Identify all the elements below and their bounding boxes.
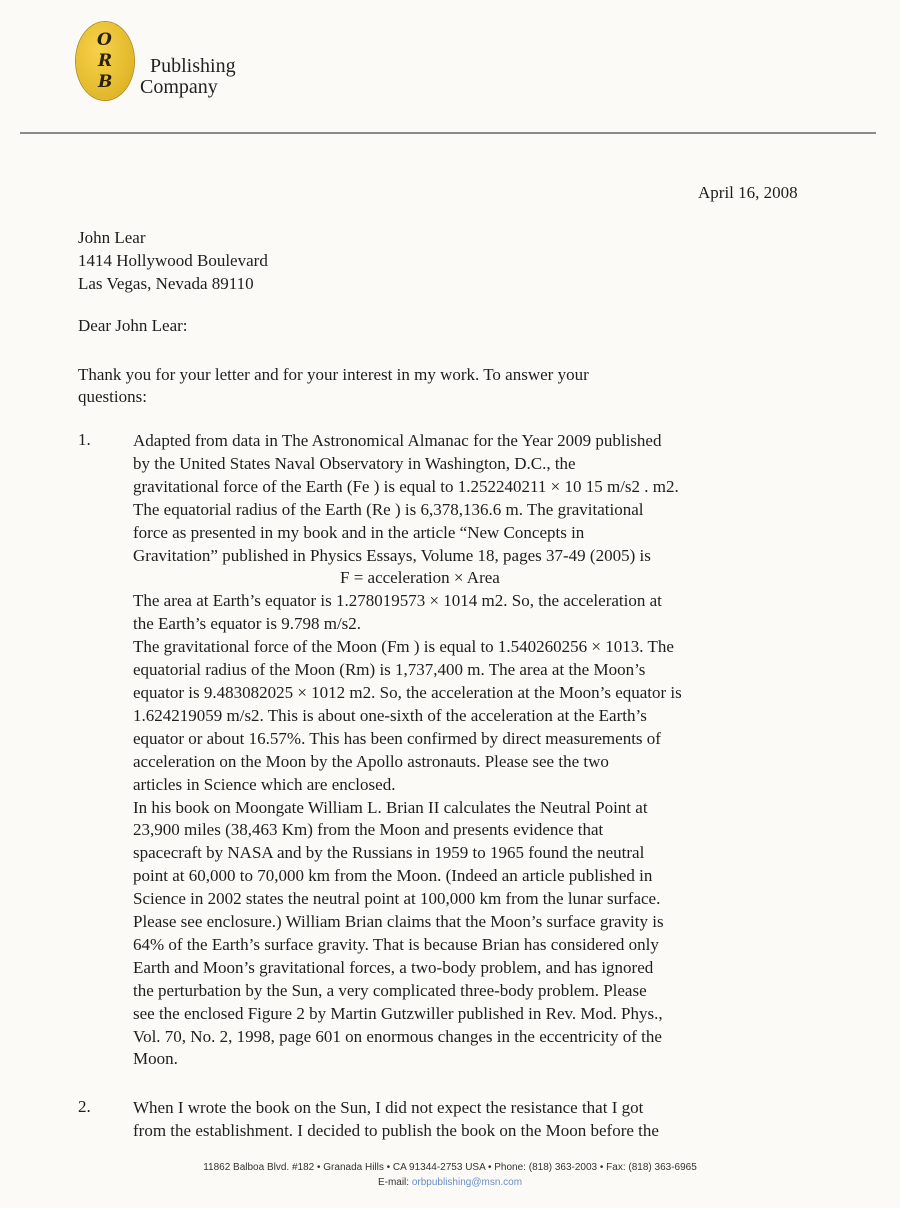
body-line: In his book on Moongate William L. Brian II calculates the Neutral Point at [133, 797, 648, 817]
body-line: point at 60,000 to 70,000 km from the Moon. (Indeed an article published in [133, 866, 653, 886]
body-line: The area at Earth’s equator is 1.278019573 × 1014 m2. So, the acceleration at [133, 591, 662, 611]
recipient-street: 1414 Hollywood Boulevard [78, 251, 268, 270]
body-line: force as presented in my book and in the article “New Concepts in [133, 522, 585, 542]
salutation: Dear John Lear: [78, 316, 188, 335]
body-line: the perturbation by the Sun, a very complicated three-body problem. Please [133, 980, 647, 1000]
body-line: Please see enclosure.) William Brian claims that the Moon’s surface gravity is [133, 912, 664, 932]
body-line: The equatorial radius of the Earth (Re ) is 6,378,136.6 m. The gravitational [133, 499, 644, 519]
body-line: Gravitation” published in Physics Essays, Volume 18, pages 37-49 (2005) is [133, 545, 651, 565]
footer-email-line [0, 1175, 900, 1190]
body-line: equator or about 16.57%. This has been confirmed by direct measurements of [133, 728, 661, 748]
body-line: 64% of the Earth’s surface gravity. That is because Brian has considered only [133, 934, 659, 954]
body-line: 1.624219059 m/s2. This is about one-sixth of the acceleration at the Earth’s [133, 705, 647, 725]
body-line: spacecraft by NASA and by the Russians in 1959 to 1965 found the neutral [133, 843, 645, 863]
body-line: from the establishment. I decided to publish the book on the Moon before the [133, 1120, 659, 1140]
body-line: 23,900 miles (38,463 Km) from the Moon and presents evidence that [133, 820, 604, 840]
intro-line: Thank you for your letter and for your interest in my work. To answer your [78, 365, 589, 384]
body-line: Adapted from data in The Astronomical Almanac for the Year 2009 published [133, 431, 662, 450]
company-line2: Company [140, 76, 218, 98]
company-name [140, 56, 236, 98]
item-number: 2. [78, 1097, 91, 1116]
body-line: see the enclosed Figure 2 by Martin Gutzwiller published in Rev. Mod. Phys., [133, 1003, 663, 1023]
intro-line: questions: [78, 387, 147, 406]
recipient-city: Las Vegas, Nevada 89110 [78, 274, 254, 293]
logo-letter-o: O [97, 30, 112, 50]
footer-email-link[interactable]: orbpublishing@msn.com [411, 1177, 523, 1188]
recipient-name: John Lear [78, 228, 146, 247]
body-line: the Earth’s equator is 9.798 m/s2. [133, 614, 362, 634]
intro-paragraph [78, 364, 778, 408]
body-line: The gravitational force of the Moon (Fm ) is equal to 1.540260256 × 1013. The [133, 637, 674, 657]
recipient-address [78, 226, 268, 295]
body-line: gravitational force of the Earth (Fe ) is equal to 1.252240211 × 10 15 m/s2 . m2. [133, 476, 679, 496]
letter-date: April 16, 2008 [698, 183, 798, 202]
logo-letter-b: B [98, 72, 113, 92]
body-line: equatorial radius of the Moon (Rm) is 1,737,400 m. The area at the Moon’s [133, 660, 646, 680]
letter-footer [0, 1160, 900, 1190]
body-line: Vol. 70, No. 2, 1998, page 601 on enormous changes in the eccentricity of the [133, 1026, 662, 1046]
orb-logo [76, 22, 134, 100]
company-line1: Publishing [150, 55, 236, 77]
letterhead-divider [20, 132, 876, 134]
body-line: Moon. [133, 1049, 178, 1069]
body-line: Earth and Moon’s gravitational forces, a two-body problem, and has ignored [133, 957, 654, 977]
logo-letter-r: R [98, 51, 113, 71]
item-2-body [133, 1097, 659, 1143]
body-line: articles in Science which are enclosed. [133, 774, 396, 794]
body-line: by the United States Naval Observatory in Washington, D.C., the [133, 453, 576, 473]
item-number: 1. [78, 430, 91, 449]
footer-email-label: E-mail: [377, 1177, 410, 1188]
item-1-body [133, 430, 682, 1071]
body-line: When I wrote the book on the Sun, I did not expect the resistance that I got [133, 1098, 644, 1117]
body-line: Science in 2002 states the neutral point at 100,000 km from the lunar surface. [133, 889, 661, 909]
body-line: F = acceleration × Area [340, 568, 500, 588]
body-line: equator is 9.483082025 × 1012 m2. So, the acceleration at the Moon’s equator is [133, 682, 682, 702]
body-line: acceleration on the Moon by the Apollo astronauts. Please see the two [133, 751, 609, 771]
footer-address: 11862 Balboa Blvd. #182 • Granada Hills • CA 91344-2753 USA • Phone: (818) 363-2003 • Fax: (818) 363-6965 [203, 1162, 697, 1173]
